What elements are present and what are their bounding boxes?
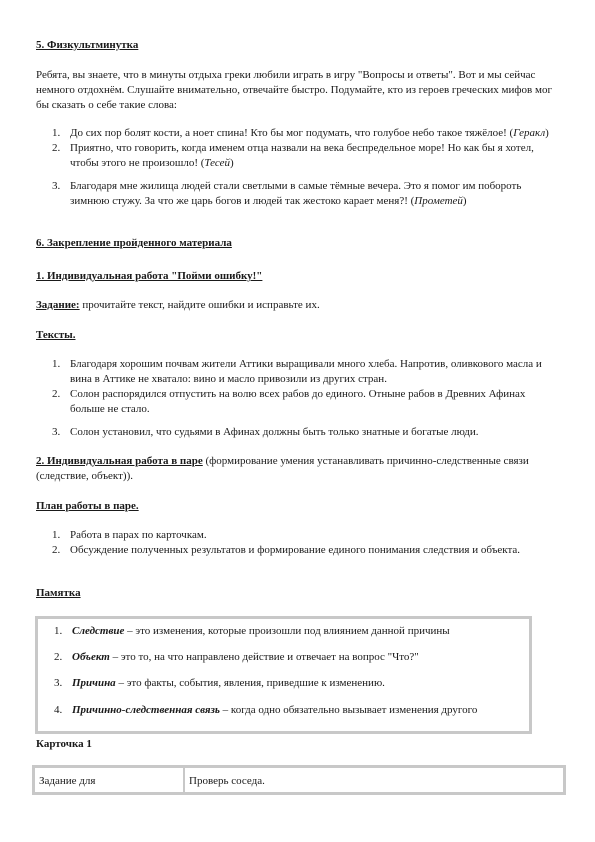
- card-label: Карточка 1: [36, 738, 92, 750]
- memo-term: Причинно-следственная связь: [72, 704, 220, 716]
- section6-heading: 6. Закрепление пройденного материала: [36, 237, 232, 249]
- task1-heading: 1. Индивидуальная работа "Пойми ошибку!": [36, 270, 263, 282]
- memo-term: Объект: [72, 651, 110, 663]
- list-item: 4. Причинно-следственная связь – когда одно обязательно вызывает изменения другого: [54, 704, 478, 716]
- table-cell: Проверь соседа.: [189, 775, 265, 787]
- list-item: 2. Солон распорядился отпустить на волю всех рабов до единого. Отныне рабов в Древних Афинах больше не стало.: [52, 388, 526, 415]
- list-item: 3. Благодаря мне жилища людей стали светлыми в самые тёмные вечера. Это я помог им побороть зимнюю стужу. За что же царь богов и людей так жестоко карает меня?! (Прометей): [52, 180, 522, 207]
- plan-list: [36, 528, 561, 558]
- list-item: 2. Объект – это то, на что направлено действие и отвечает на вопрос "Что?": [54, 651, 419, 663]
- answer-text: Геракл: [513, 127, 546, 139]
- section5-intro: Ребята, вы знаете, что в минуты отдыха греки любили играть в игру "Вопросы и ответы". Вот и мы сейчас немного отдохнём. Слушайте внимательно, отвечайте быстро. Подумайте, кто из героев греческих мифов мог бы сказать о себе такие слова:: [36, 69, 552, 111]
- list-item: 2. Обсуждение полученных результатов и формирование единого понимания следствия и объекта.: [52, 544, 521, 556]
- list-item: 3. Причина – это факты, события, явления, приведшие к изменению.: [54, 677, 385, 689]
- memo-box: [35, 616, 532, 734]
- section5-question-list: [36, 126, 561, 209]
- texts-list: [36, 357, 561, 440]
- memo-term: Следствие: [72, 625, 125, 637]
- list-item: 1. Благодаря хорошим почвам жители Аттики выращивали много хлеба. Напротив, оливкового масла и вина в Аттике не хватало: вино и масло привозили из других стран.: [52, 358, 542, 385]
- card-table: [32, 765, 566, 795]
- table-cell: Задание для: [35, 768, 185, 792]
- plan-label: План работы в паре.: [36, 500, 139, 512]
- texts-label: Тексты.: [36, 329, 76, 341]
- answer-text: Прометей: [414, 195, 463, 207]
- section5-heading: 5. Физкультминутка: [36, 39, 139, 51]
- memo-label: Памятка: [36, 587, 81, 599]
- task2-heading: 2. Индивидуальная работа в паре (формирование умения устанавливать причинно-следственные связи (следствие, объект)).: [36, 455, 529, 482]
- list-item: 1. До сих пор болят кости, а ноет спина! Кто бы мог подумать, что голубое небо такое тяжёлое! (Геракл): [52, 127, 549, 139]
- memo-term: Причина: [72, 677, 116, 689]
- list-item: 3. Солон установил, что судьями в Афинах должны быть только знатные и богатые люди.: [52, 426, 479, 438]
- list-item: 2. Приятно, что говорить, когда именем отца назвали на века беспредельное море! Но как бы я хотел, чтобы этого не произошло! (Тесей): [52, 142, 534, 169]
- answer-text: Тесей: [204, 157, 230, 169]
- task-instruction: Задание: прочитайте текст, найдите ошибки и исправьте их.: [36, 299, 320, 311]
- list-item: 1. Следствие – это изменения, которые произошли под влиянием данной причины: [54, 625, 450, 637]
- list-item: 1. Работа в парах по карточкам.: [52, 529, 207, 541]
